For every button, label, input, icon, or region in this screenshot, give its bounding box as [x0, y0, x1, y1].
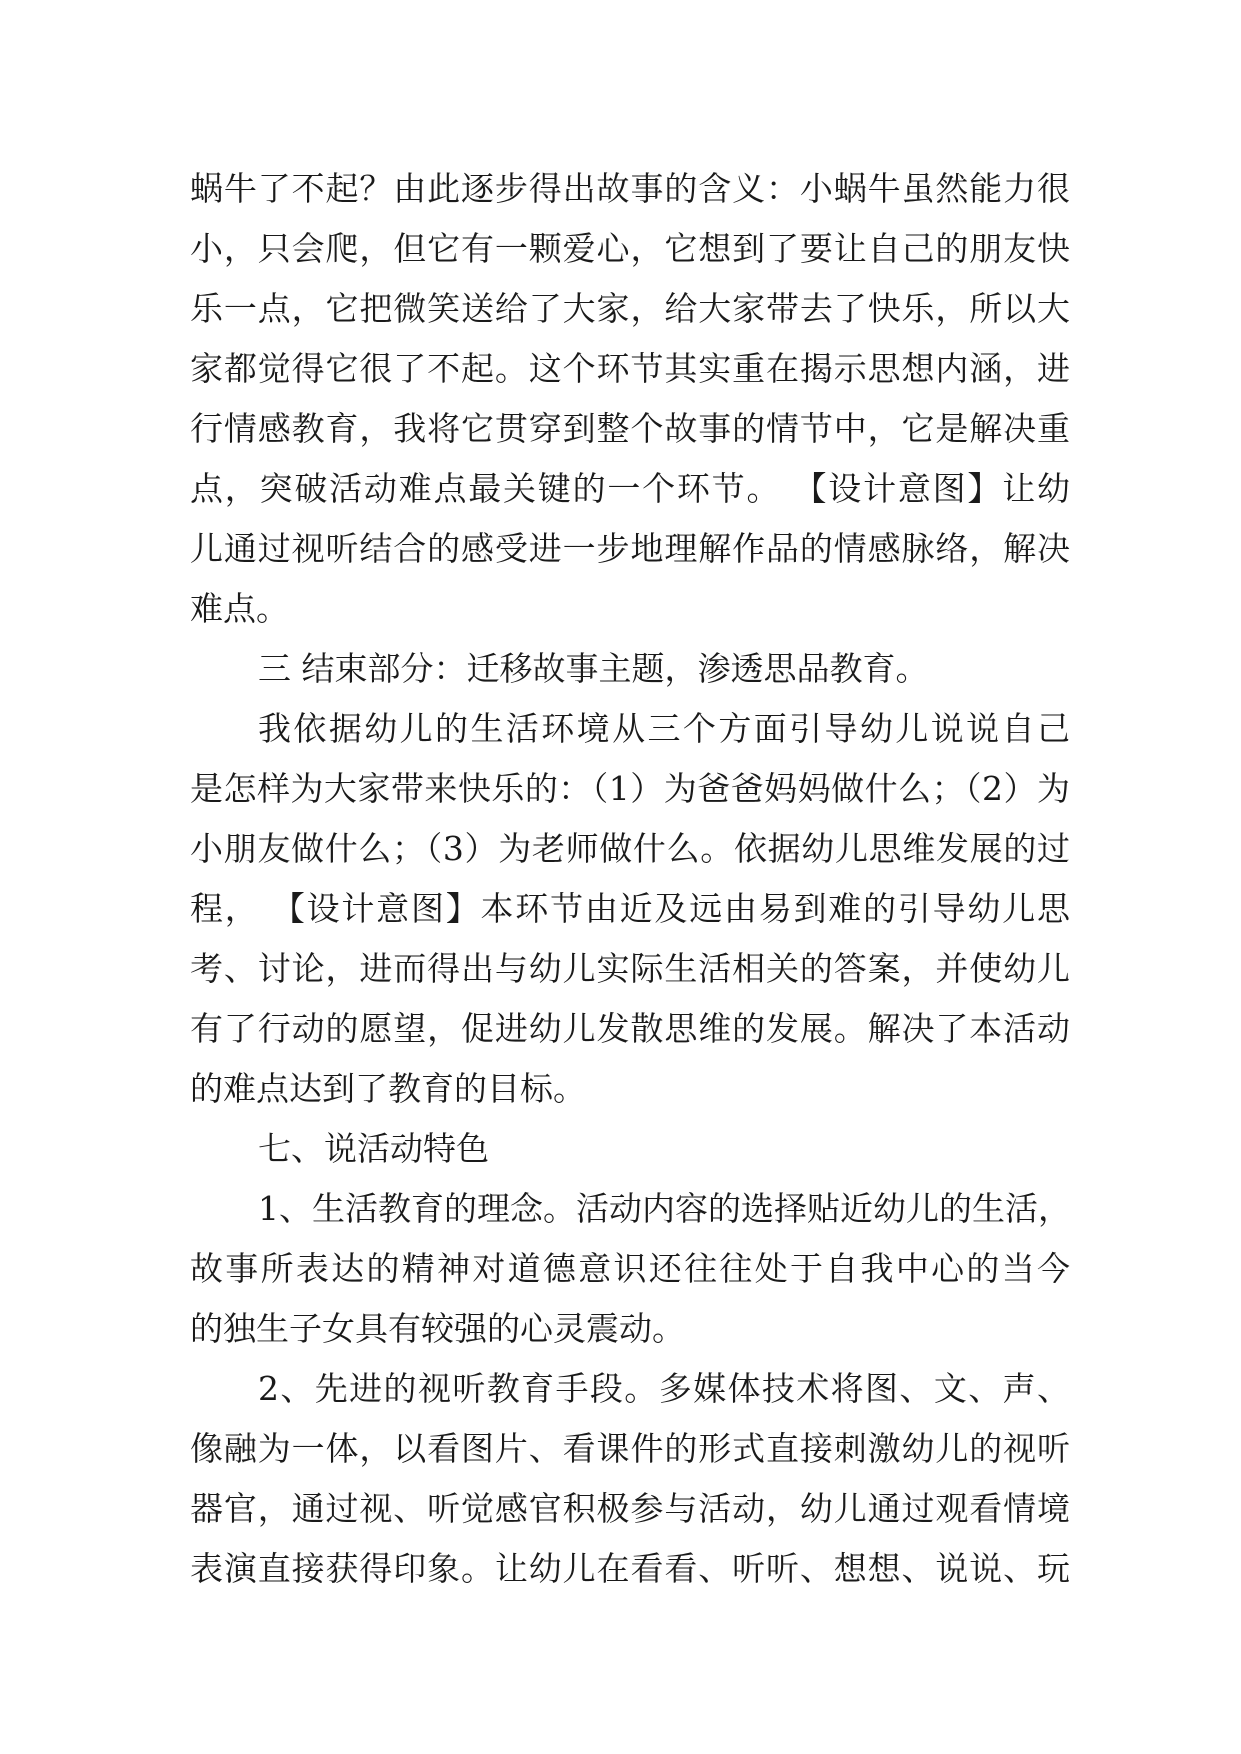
text-line: 三 结束部分：迁移故事主题，渗透思品教育。 — [258, 649, 929, 688]
text-line: 2、先进的视听教育手段。多媒体技术将图、文、声、 — [258, 1369, 1070, 1408]
text-line: 难点。 — [190, 589, 289, 628]
text-line: 乐一点，它把微笑送给了大家，给大家带去了快乐，所以大 — [190, 289, 1070, 328]
text-line: 我依据幼儿的生活环境从三个方面引导幼儿说说自己 — [258, 709, 1070, 748]
text-line: 像融为一体，以看图片、看课件的形式直接刺激幼儿的视听 — [190, 1429, 1070, 1468]
text-line: 的独生子女具有较强的心灵震动。 — [190, 1309, 685, 1348]
text-line: 小朋友做什么；（3）为老师做什么。依据幼儿思维发展的过 — [190, 829, 1070, 868]
text-line: 器官，通过视、听觉感官积极参与活动，幼儿通过观看情境 — [190, 1489, 1070, 1528]
text-line: 程， 【设计意图】本环节由近及远由易到难的引导幼儿思 — [190, 889, 1070, 928]
text-line: 点，突破活动难点最关键的一个环节。 【设计意图】让幼 — [190, 469, 1070, 508]
text-line: 故事所表达的精神对道德意识还往往处于自我中心的当今 — [190, 1249, 1070, 1288]
text-line: 表演直接获得印象。让幼儿在看看、听听、想想、说说、玩 — [190, 1549, 1070, 1588]
text-line: 蜗牛了不起？由此逐步得出故事的含义：小蜗牛虽然能力很 — [190, 169, 1070, 208]
body-text — [190, 159, 1070, 1599]
text-line: 是怎样为大家带来快乐的：（1）为爸爸妈妈做什么；（2）为 — [190, 769, 1070, 808]
text-line: 的难点达到了教育的目标。 — [190, 1069, 586, 1108]
text-line: 行情感教育，我将它贯穿到整个故事的情节中，它是解决重 — [190, 409, 1070, 448]
text-line: 有了行动的愿望，促进幼儿发散思维的发展。解决了本活动 — [190, 1009, 1070, 1048]
text-line: 1、生活教育的理念。活动内容的选择贴近幼儿的生活， — [258, 1189, 1071, 1228]
text-line: 考、讨论，进而得出与幼儿实际生活相关的答案，并使幼儿 — [190, 949, 1070, 988]
text-line: 家都觉得它很了不起。这个环节其实重在揭示思想内涵，进 — [190, 349, 1070, 388]
text-line: 小，只会爬，但它有一颗爱心，它想到了要让自己的朋友快 — [190, 229, 1070, 268]
text-line: 七、说活动特色 — [258, 1129, 489, 1168]
text-line: 儿通过视听结合的感受进一步地理解作品的情感脉络，解决 — [190, 529, 1070, 568]
